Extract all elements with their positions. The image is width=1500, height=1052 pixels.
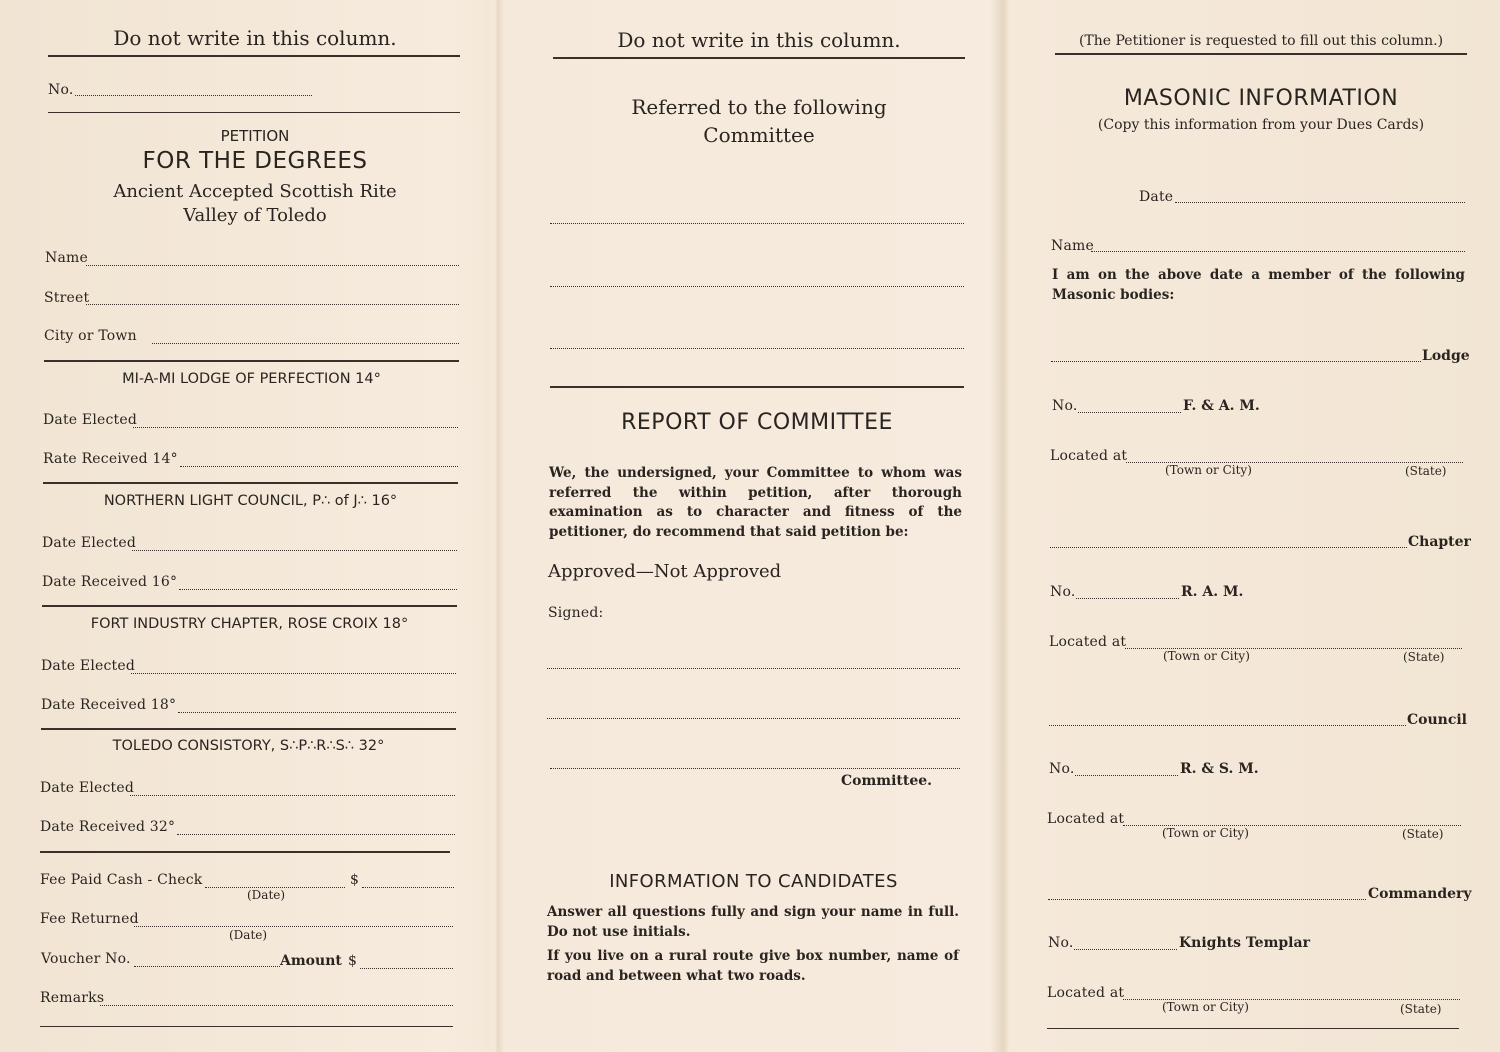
info-title: INFORMATION TO CANDIDATES <box>609 871 898 892</box>
divider <box>40 851 450 853</box>
header-rule <box>1055 53 1467 55</box>
fee-paid-amount-field[interactable] <box>362 887 454 888</box>
chapter-label: Chapter <box>1408 534 1471 550</box>
date-elected-label: Date Elected <box>41 658 136 674</box>
date-elected-label: Date Elected <box>40 780 135 796</box>
header-rule <box>553 57 965 59</box>
no-label: No. <box>1048 935 1074 951</box>
name-field[interactable] <box>86 265 459 266</box>
committee-field[interactable] <box>550 223 964 224</box>
remarks-line[interactable] <box>40 1026 453 1027</box>
committee-field[interactable] <box>550 286 964 287</box>
committee-field[interactable] <box>550 348 964 349</box>
commandery-label: Commandery <box>1368 886 1472 902</box>
middle-header: Do not write in this column. <box>617 28 901 52</box>
date-received-field[interactable] <box>179 589 457 590</box>
dollar-sign: $ <box>350 872 360 888</box>
state-note: (State) <box>1400 1002 1442 1016</box>
date-elected-field[interactable] <box>131 673 456 674</box>
date-note: (Date) <box>229 928 268 942</box>
petition-label: PETITION <box>220 127 290 145</box>
voucher-label: Voucher No. <box>41 951 131 967</box>
date-received-label: Rate Received 14° <box>43 451 178 467</box>
lodge-field[interactable] <box>1051 361 1421 362</box>
report-title: REPORT OF COMMITTEE <box>621 410 893 435</box>
petition-title: FOR THE DEGREES <box>142 148 368 174</box>
located-label: Located at <box>1049 634 1127 650</box>
name-label: Name <box>1051 238 1094 254</box>
approved-options[interactable]: Approved—Not Approved <box>548 561 782 582</box>
council-label: Council <box>1407 712 1467 728</box>
date-field[interactable] <box>1175 202 1465 203</box>
lodge-abbr: F. & A. M. <box>1183 398 1260 414</box>
amount-label: Amount <box>280 953 342 969</box>
no-label: No. <box>1050 584 1076 600</box>
commandery-abbr: Knights Templar <box>1179 935 1310 951</box>
town-note: (Town or City) <box>1163 649 1250 663</box>
commandery-field[interactable] <box>1048 899 1366 900</box>
info-text-2: If you live on a rural route give box number, name of road and between what two roads. <box>547 948 959 984</box>
voucher-field[interactable] <box>134 966 280 967</box>
divider <box>48 112 460 113</box>
info-text-1: Answer all questions fully and sign your name in full. Do not use initials. <box>547 904 959 940</box>
divider <box>42 605 457 607</box>
remarks-field[interactable] <box>100 1005 453 1006</box>
dollar-sign: $ <box>348 953 358 969</box>
town-note: (Town or City) <box>1162 1000 1249 1014</box>
name-field[interactable] <box>1091 251 1465 252</box>
chapter-abbr: R. A. M. <box>1181 584 1244 600</box>
date-received-label: Date Received 32° <box>40 819 176 835</box>
panel-masonic-information <box>1005 0 1500 1052</box>
council-abbr: R. & S. M. <box>1180 761 1259 777</box>
fee-returned-field[interactable] <box>134 926 453 927</box>
date-received-field[interactable] <box>178 712 456 713</box>
chapter-no-field[interactable] <box>1076 598 1179 599</box>
located-label: Located at <box>1047 985 1125 1001</box>
located-label: Located at <box>1050 448 1128 464</box>
council-no-field[interactable] <box>1075 775 1178 776</box>
state-note: (State) <box>1402 827 1444 841</box>
date-elected-field[interactable] <box>133 427 458 428</box>
date-note: (Date) <box>247 888 286 902</box>
report-text: We, the undersigned, your Committee to whom was referred the within petition, after thorough examination as to character and fitness of the petitioner, do recommend that said petition be: <box>549 465 962 540</box>
date-elected-field[interactable] <box>132 550 457 551</box>
lodge-label: Lodge <box>1422 348 1470 364</box>
bottom-rule <box>1047 1028 1459 1029</box>
commandery-no-field[interactable] <box>1074 949 1177 950</box>
signature-field[interactable] <box>550 768 960 769</box>
city-label: City or Town <box>44 328 137 344</box>
state-note: (State) <box>1403 650 1445 664</box>
masonic-subtitle: (Copy this information from your Dues Cards) <box>1097 117 1425 133</box>
section-title-consistory: TOLEDO CONSISTORY, S∴P∴R∴S∴ 32° <box>112 738 385 754</box>
town-note: (Town or City) <box>1165 463 1252 477</box>
located-label: Located at <box>1047 811 1125 827</box>
date-label: Date <box>1139 189 1174 205</box>
remarks-label: Remarks <box>40 990 105 1006</box>
panel-committee <box>495 0 1000 1052</box>
town-note: (Town or City) <box>1162 826 1249 840</box>
signed-label: Signed: <box>548 605 604 621</box>
divider <box>43 482 458 484</box>
referred-line1: Referred to the following <box>631 95 887 119</box>
date-elected-label: Date Elected <box>42 535 137 551</box>
city-field[interactable] <box>152 343 459 344</box>
divider <box>550 386 964 388</box>
chapter-field[interactable] <box>1050 547 1407 548</box>
divider <box>41 728 456 730</box>
date-received-label: Date Received 18° <box>41 697 177 713</box>
member-text: I am on the above date a member of the following Masonic bodies: <box>1052 267 1465 303</box>
state-note: (State) <box>1405 464 1447 478</box>
date-received-field[interactable] <box>177 834 455 835</box>
signature-field[interactable] <box>547 668 960 669</box>
section-title-lodge-of-perfection: MI-A-MI LODGE OF PERFECTION 14° <box>122 371 381 387</box>
section-title-rose-croix: FORT INDUSTRY CHAPTER, ROSE CROIX 18° <box>90 616 409 632</box>
right-header: (The Petitioner is requested to fill out this column.) <box>1078 33 1444 49</box>
panel-petition <box>0 0 490 1052</box>
left-header: Do not write in this column. <box>113 26 397 50</box>
no-label: No. <box>48 82 74 98</box>
subtitle-valley: Valley of Toledo <box>183 205 327 226</box>
signature-field[interactable] <box>547 718 960 719</box>
council-field[interactable] <box>1049 725 1406 726</box>
referred-line2: Committee <box>703 123 815 147</box>
masonic-title: MASONIC INFORMATION <box>1123 86 1399 111</box>
fee-returned-label: Fee Returned <box>40 911 139 927</box>
street-field[interactable] <box>86 304 459 305</box>
name-label: Name <box>45 250 88 266</box>
date-received-label: Date Received 16° <box>42 574 178 590</box>
no-field[interactable] <box>75 95 312 96</box>
date-received-field[interactable] <box>180 466 458 467</box>
amount-field[interactable] <box>360 968 453 969</box>
no-label: No. <box>1049 761 1075 777</box>
no-label: No. <box>1052 398 1078 414</box>
divider <box>44 360 459 362</box>
street-label: Street <box>44 290 90 306</box>
header-rule <box>48 55 460 57</box>
committee-label: Committee. <box>841 773 933 789</box>
subtitle-rite: Ancient Accepted Scottish Rite <box>113 181 397 202</box>
date-elected-label: Date Elected <box>43 412 138 428</box>
lodge-no-field[interactable] <box>1078 412 1181 413</box>
date-elected-field[interactable] <box>130 795 455 796</box>
fee-paid-label: Fee Paid Cash - Check <box>40 872 203 888</box>
section-title-council: NORTHERN LIGHT COUNCIL, P∴ of J∴ 16° <box>103 493 398 509</box>
